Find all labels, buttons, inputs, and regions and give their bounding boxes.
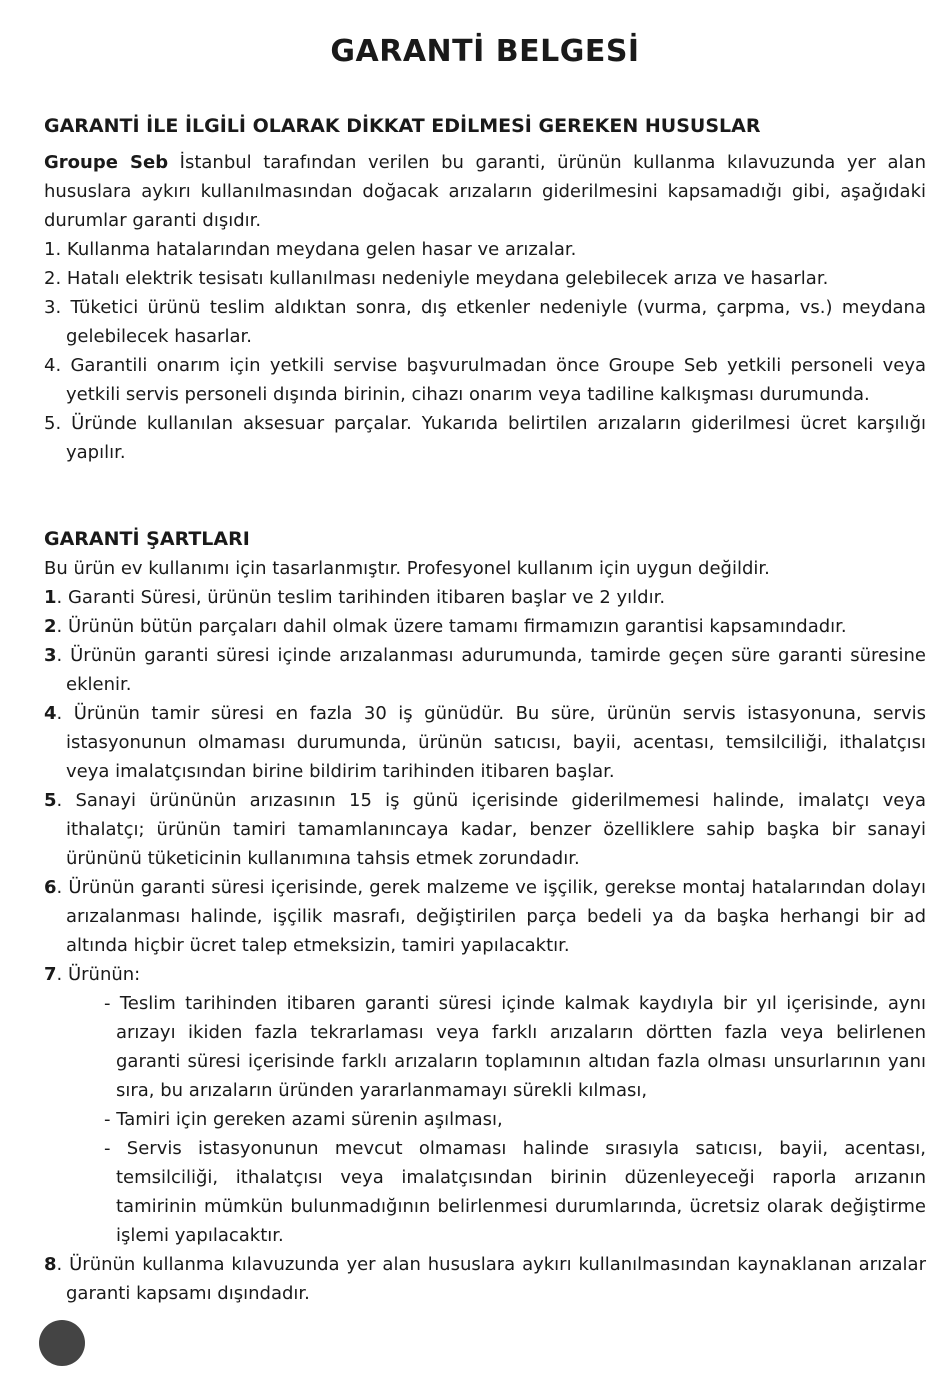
- section1-intro-text: İstanbul tarafından verilen bu garanti, ürünün kullanma kılavuzunda yer alan hususlara aykırı kullanılmasından doğacak arızaların giderilmesini kapsamadığı gibi, aşağıdaki durumlar garanti dışıdır.: [44, 152, 926, 231]
- section1-intro: [44, 148, 926, 235]
- page-marker-dot: [39, 1320, 85, 1366]
- list-item: 4. Ürünün tamir süresi en fazla 30 iş günüdür. Bu süre, ürünün servis istasyonuna, servis istasyonunun olmaması durumunda, ürünün satıcısı, bayii, acentası, temsilciliği, ithalatçısı veya imalatçısından birine bildirim tarihinden itibaren başlar.: [44, 703, 926, 782]
- list-item: 8. Ürünün kullanma kılavuzunda yer alan hususlara aykırı kullanılmasından kaynaklanan arızalar garanti kapsamı dışındadır.: [44, 1254, 926, 1304]
- document-page: [44, 0, 926, 1308]
- list-item: 5. Üründe kullanılan aksesuar parçalar. Yukarıda belirtilen arızaların giderilmesi ücret karşılığı yapılır.: [44, 413, 926, 463]
- exclusions-list: [44, 235, 926, 467]
- list-item: 1. Garanti Süresi, ürünün teslim tarihinden itibaren başlar ve 2 yıldır.: [44, 587, 666, 608]
- sub-list-item: - Servis istasyonunun mevcut olmaması halinde sırasıyla satıcısı, bayii, acentası, temsilciliği, ithalatçısı veya imalatçısından birinin düzenleyeceği raporla arızanın tamirinin mümkün bulunmadığının belirlenmesi durumlarında, ücretsiz olarak değiştirme işlemi yapılacaktır.: [104, 1138, 926, 1246]
- terms-list: [44, 583, 926, 1308]
- list-item: 3. Ürünün garanti süresi içinde arızalanması adurumunda, tamirde geçen süre garanti süresine eklenir.: [44, 645, 926, 695]
- sub-list: [66, 989, 926, 1250]
- sub-list-item: - Tamiri için gereken azami sürenin aşılması,: [104, 1109, 503, 1130]
- list-item: 3. Tüketici ürünü teslim aldıktan sonra, dış etkenler nedeniyle (vurma, çarpma, vs.) meydana gelebilecek hasarlar.: [44, 297, 926, 347]
- section-heading-warranty-terms: GARANTİ ŞARTLARI: [44, 528, 250, 550]
- list-item: 2. Hatalı elektrik tesisatı kullanılması nedeniyle meydana gelebilecek arıza ve hasarlar.: [44, 268, 829, 289]
- list-item: 4. Garantili onarım için yetkili servise başvurulmadan önce Groupe Seb yetkili personeli veya yetkili servis personeli dışında birinin, cihazı onarım veya tadiline kalkışması durumunda.: [44, 355, 926, 405]
- page-title: GARANTİ BELGESİ: [330, 34, 640, 69]
- list-item: 5. Sanayi ürününün arızasının 15 iş günü içerisinde giderilmemesi halinde, imalatçı veya ithalatçı; ürünün tamiri tamamlanıncaya kadar, benzer özelliklere sahip başka bir sanayi ürününü tüketicinin kullanımına tahsis etmek zorundadır.: [44, 790, 926, 869]
- sub-list-item: - Teslim tarihinden itibaren garanti süresi içinde kalmak kaydıyla bir yıl içerisinde, aynı arızayı ikiden fazla tekrarlaması veya farklı arızaların dörtten fazla veya belirlenen garanti süresi içerisinde farklı arızaların toplamının altıdan fazla olması unsurlarının yanı sıra, bu arızaların üründen yararlanmamayı sürekli kılması,: [104, 993, 926, 1101]
- list-item: 7. Ürünün: - Teslim tarihinden itibaren garanti süresi içinde kalmak kaydıyla bir yıl içerisinde, aynı arızayı ikiden fazla tekrarlaması veya farklı arızaların dörtten fazla veya belirlenen garanti süresi içerisinde farklı arızaların toplamının altıdan fazla olması unsurlarının yanı sıra, bu arızaların üründen yararlanmamayı sürekli kılması, - Tamiri için gereken azami sürenin aşılması, - Servis istasyonunun mevcut olmaması halinde sırasıyla satıcısı, bayii, acentası, temsilciliği, ithalatçısı veya imalatçısından birinin düzenleyeceği raporla arızanın tamirinin mümkün bulunmadığının belirlenmesi durumlarında, ücretsiz olarak değiştirme işlemi yapılacaktır.: [44, 960, 926, 1250]
- list-item: 2. Ürünün bütün parçaları dahil olmak üzere tamamı firmamızın garantisi kapsamındadır.: [44, 616, 847, 637]
- list-item: 1. Kullanma hatalarından meydana gelen hasar ve arızalar.: [44, 239, 577, 260]
- section2-intro: Bu ürün ev kullanımı için tasarlanmıştır. Profesyonel kullanım için uygun değildir.: [44, 558, 770, 579]
- company-name: Groupe Seb: [44, 152, 169, 173]
- section-heading-warranty-notes: GARANTİ İLE İLGİLİ OLARAK DİKKAT EDİLMESİ GEREKEN HUSUSLAR: [44, 115, 761, 137]
- list-item: 6. Ürünün garanti süresi içerisinde, gerek malzeme ve işçilik, gerekse montaj hatalarından dolayı arızalanması halinde, işçilik masrafı, değiştirilen parça bedeli ya da başka herhangi bir ad altında hiçbir ücret talep etmeksizin, tamiri yapılacaktır.: [44, 877, 926, 956]
